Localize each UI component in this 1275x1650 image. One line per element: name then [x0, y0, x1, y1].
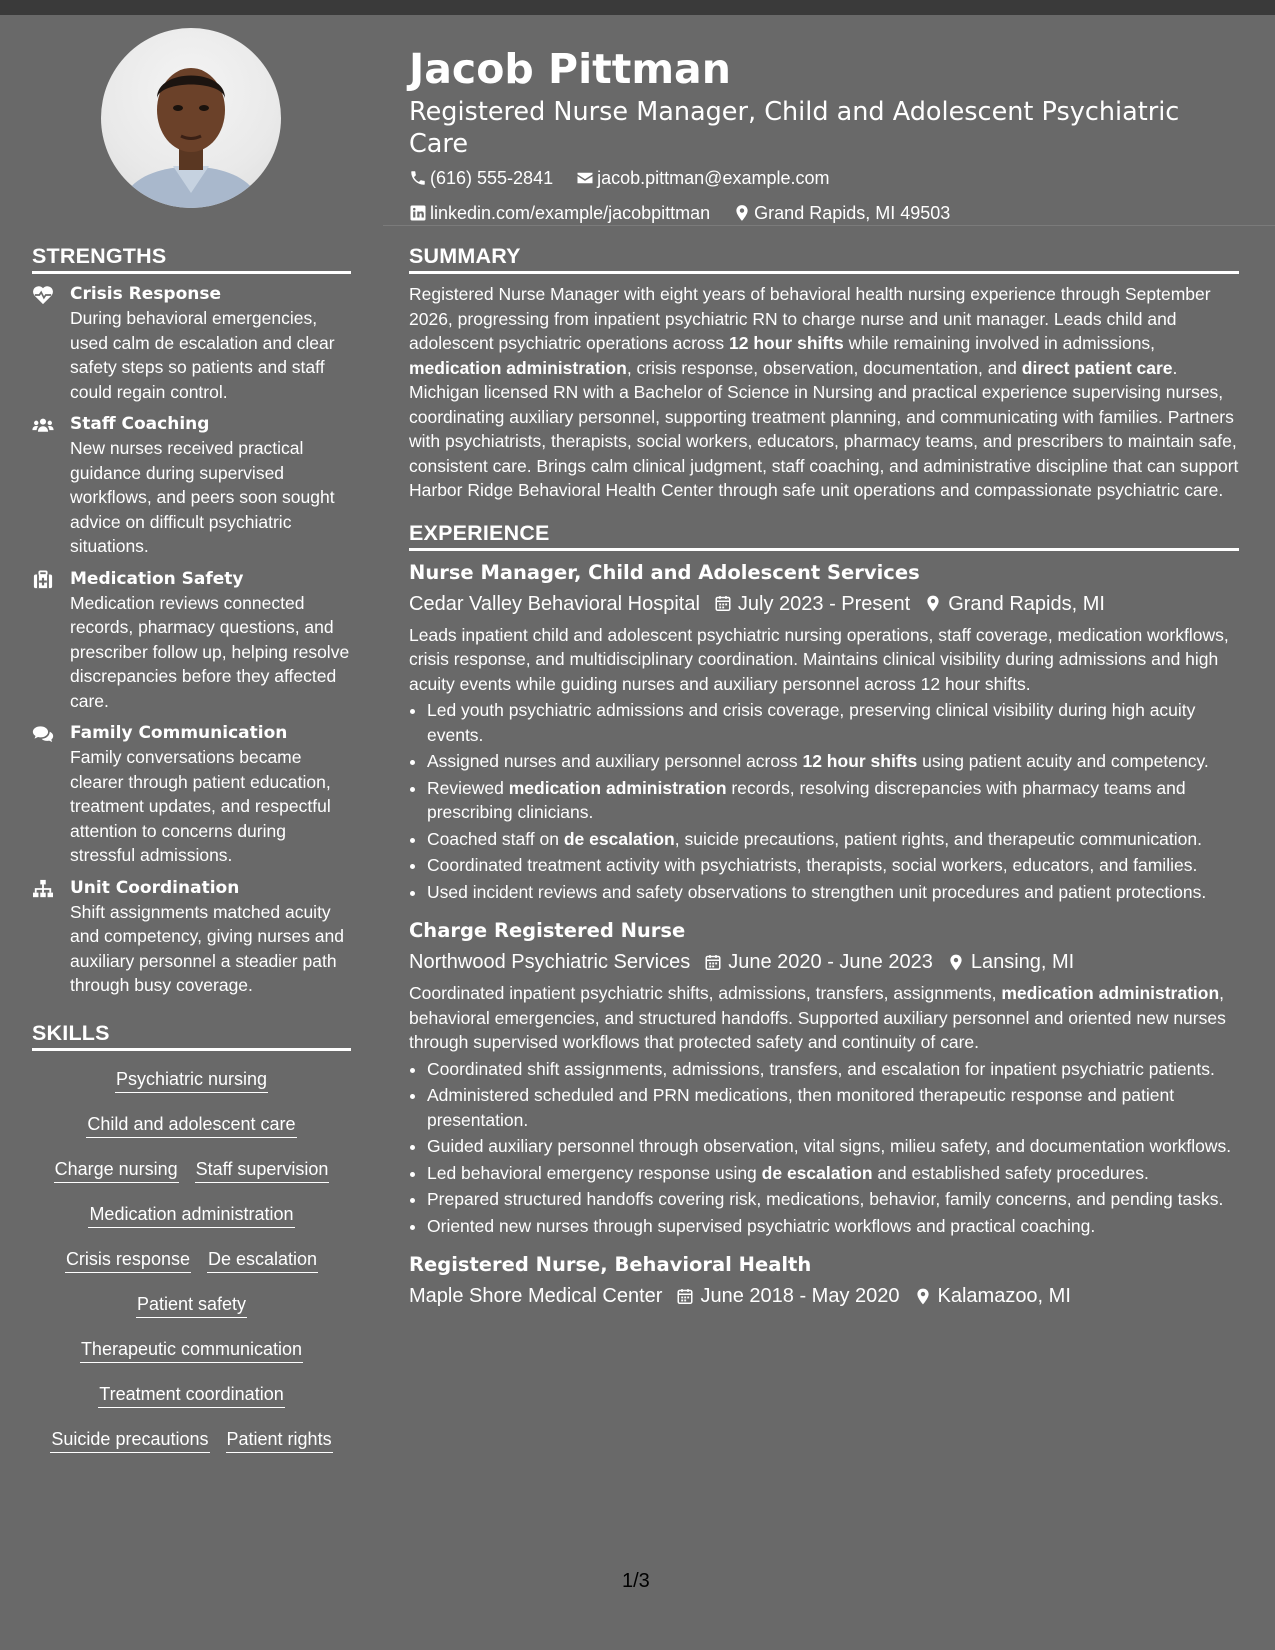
header [409, 44, 1239, 232]
bullet-item [427, 1187, 1239, 1212]
profile-photo [101, 28, 281, 208]
strength-text: Medication reviews connected records, pharmacy questions, and prescriber follow up, helping resolve discrepancies before they affected care. [70, 592, 350, 711]
text-run: Coached staff on [427, 828, 564, 849]
skills-heading: SKILLS [32, 1020, 351, 1051]
linkedin-text: linkedin.com/example/jacobpittman [430, 203, 711, 223]
medkit-icon [32, 568, 70, 714]
role-meta [409, 947, 1239, 977]
strengths-list [32, 283, 351, 998]
skill-row [32, 1104, 351, 1149]
strength-text: Family conversations became clearer through patient education, treatment updates, and respectful attention to concerns during stressful admissions. [70, 747, 331, 865]
summary-text [409, 282, 1239, 503]
text-run: . Michigan licensed RN with a Bachelor of Science in Nursing and practical experience supervising nurses, coordinating auxiliary personnel, supporting treatment planning, and communicating with families. Partners with psychiatrists, therapists, social workers, educators, pharmacy teams, and prescribers to maintain safe, consistent care. Brings calm clinical judgment, staff coaching, and administrative discipline that can support Harbor Ridge Behavioral Health Center through safe unit operations and compassionate psychiatric care. [409, 357, 1239, 500]
experience-role [409, 1252, 1239, 1311]
strength-text: During behavioral emergencies, used calm de escalation and clear safety steps so patients and staff could regain control. [70, 308, 335, 402]
role-location: Lansing, MI [970, 951, 1075, 973]
text-run: Led youth psychiatric admissions and crisis coverage, preserving clinical visibility during high acuity events. [427, 700, 1196, 745]
role-location: Grand Rapids, MI [948, 592, 1105, 615]
strength-title: Crisis Response [70, 284, 222, 304]
strength-title: Medication Safety [70, 568, 244, 589]
sidebar [32, 243, 351, 1464]
strength-title: Staff Coaching [70, 414, 210, 434]
role-bullets [409, 698, 1239, 904]
map-marker-icon [947, 953, 965, 972]
skill-tag: Patient rights [226, 1428, 333, 1453]
skill-row [32, 1059, 351, 1104]
emphasis-text: 12 hour shifts [729, 333, 844, 353]
skill-row [32, 1149, 351, 1194]
linkedin-icon [409, 204, 427, 222]
role-title: Registered Nurse, Behavioral Health [409, 1253, 812, 1276]
email[interactable] [576, 162, 829, 194]
text-run: Registered Nurse Manager with eight years of behavioral health nursing experience through September 2026, progressing from inpatient psychiatric RN to charge nurse and unit manager. Leads child and adolescent psychiatric operations across [409, 284, 1211, 353]
bullet-item [427, 1214, 1239, 1239]
bullet-item [427, 1134, 1239, 1159]
emphasis-text: medication administration [1001, 983, 1220, 1003]
skill-tag: Staff supervision [195, 1158, 330, 1183]
page-number: 1/3 [622, 1570, 650, 1592]
bullet-item [427, 698, 1239, 747]
strength-item [32, 877, 351, 998]
text-run: using patient acuity and competency. [917, 751, 1209, 771]
role-dates: July 2023 - Present [737, 592, 911, 615]
map-marker-icon [914, 1287, 932, 1306]
bullet-item [427, 827, 1239, 852]
bullet-item [427, 749, 1239, 774]
text-run: Led behavioral emergency response using [427, 1162, 762, 1183]
contact-line-1 [409, 162, 1239, 197]
emphasis-text: 12 hour shifts [802, 751, 918, 771]
skill-tag: Patient safety [136, 1293, 247, 1318]
text-run: Oriented new nurses through supervised psychiatric workflows and practical coaching. [427, 1215, 1096, 1236]
candidate-name: Jacob Pittman [409, 45, 731, 93]
skill-row [32, 1419, 351, 1464]
bullet-item [427, 1057, 1239, 1082]
email-text: jacob.pittman@example.com [597, 168, 830, 188]
skill-tag: Treatment coordination [98, 1383, 284, 1408]
strength-title: Family Communication [70, 723, 288, 743]
phone-text: (616) 555-2841 [430, 168, 554, 188]
bullet-item [427, 776, 1239, 825]
skill-tag: Child and adolescent care [86, 1113, 296, 1138]
strength-item [32, 413, 351, 559]
emphasis-text: de escalation [563, 828, 675, 849]
strength-text: Shift assignments matched acuity and competency, giving nurses and auxiliary personnel a steadier path through busy coverage. [70, 901, 345, 995]
emphasis-text: de escalation [761, 1162, 873, 1183]
summary-heading: SUMMARY [409, 243, 1239, 274]
employer: Cedar Valley Behavioral Hospital [409, 592, 700, 615]
role-dates: June 2020 - June 2023 [728, 951, 933, 973]
skill-tag: Medication administration [88, 1203, 294, 1228]
role-dates: June 2018 - May 2020 [700, 1285, 900, 1307]
role-meta [409, 1281, 1239, 1311]
role-bullets [409, 1057, 1239, 1239]
sitemap-icon [32, 877, 70, 998]
skill-row [32, 1329, 351, 1374]
text-run: , behavioral emergencies, and structured handoffs. Supported auxiliary personnel and oriented new nurses through supervised workflows that protected safety and continuity of care. [409, 983, 1226, 1052]
map-marker-icon [733, 204, 751, 222]
experience-role [409, 560, 1239, 905]
top-bar [0, 0, 1275, 15]
bullet-item [427, 853, 1239, 878]
skill-tag: Charge nursing [54, 1158, 179, 1183]
skill-row [32, 1239, 351, 1284]
text-run: Prepared structured handoffs covering risk, medications, behavior, family concerns, and pending tasks. [427, 1189, 1224, 1209]
text-run: while remaining involved in admissions, [843, 333, 1156, 353]
bullet-item [427, 1161, 1239, 1186]
candidate-title: Registered Nurse Manager, Child and Adolescent Psychiatric Care [409, 97, 1180, 159]
skill-row [32, 1284, 351, 1329]
role-title: Charge Registered Nurse [409, 919, 686, 942]
strength-item [32, 283, 351, 404]
experience-list [409, 560, 1239, 1312]
text-run: Coordinated shift assignments, admissions, transfers, and escalation for inpatient psychiatric patients. [427, 1058, 1215, 1079]
text-run: Assigned nurses and auxiliary personnel across [427, 751, 803, 771]
employer: Maple Shore Medical Center [409, 1285, 663, 1307]
strength-text: New nurses received practical guidance during supervised workflows, and peers soon sought advice on difficult psychiatric situations. [70, 438, 335, 556]
map-marker-icon [924, 594, 942, 613]
experience-role [409, 918, 1239, 1238]
text-run: Coordinated treatment activity with psychiatrists, therapists, social workers, educators, and families. [427, 855, 1198, 875]
text-run: Used incident reviews and safety observations to strengthen unit procedures and patient protections. [427, 881, 1207, 902]
location-text: Grand Rapids, MI 49503 [754, 203, 951, 223]
phone-icon [409, 169, 427, 187]
text-run: Coordinated inpatient psychiatric shifts, admissions, transfers, assignments, [409, 983, 1002, 1003]
text-run: Leads inpatient child and adolescent psychiatric nursing operations, staff coverage, medication workflows, crisis response, and multidisciplinary coordination. Maintains clinical visibility during admissions and high acuity events while guiding nurses and auxiliary personnel across 12 hour shifts. [409, 624, 1229, 694]
emphasis-text: medication administration [409, 357, 627, 378]
employer: Northwood Psychiatric Services [409, 951, 691, 973]
strength-item [32, 568, 351, 714]
skill-tag: De escalation [207, 1248, 318, 1273]
experience-heading: EXPERIENCE [409, 520, 1239, 551]
text-run: , crisis response, observation, documentation, and [626, 357, 1022, 378]
skills-list [32, 1059, 351, 1464]
emphasis-text: direct patient care [1021, 357, 1173, 378]
role-description [409, 981, 1239, 1055]
strength-title: Unit Coordination [70, 877, 240, 898]
bullet-item [427, 880, 1239, 905]
text-run: Administered scheduled and PRN medications, then monitored therapeutic response and patient presentation. [427, 1085, 1175, 1130]
skill-row [32, 1194, 351, 1239]
role-title: Nurse Manager, Child and Adolescent Services [409, 560, 920, 584]
emphasis-text: medication administration [508, 777, 727, 798]
calendar-icon [676, 1287, 694, 1306]
strengths-heading: STRENGTHS [32, 243, 351, 274]
skill-tag: Crisis response [65, 1248, 191, 1273]
text-run: Guided auxiliary personnel through observation, vital signs, milieu safety, and documentation workflows. [427, 1136, 1232, 1156]
contact-line-2 [409, 197, 1239, 232]
skill-row [32, 1374, 351, 1419]
skill-tag: Psychiatric nursing [115, 1068, 268, 1093]
calendar-icon [704, 953, 722, 972]
role-description [409, 623, 1239, 697]
text-run: Reviewed [427, 777, 509, 798]
text-run: , suicide precautions, patient rights, and therapeutic communication. [674, 828, 1202, 849]
skill-tag: Suicide precautions [50, 1428, 209, 1453]
role-meta [409, 589, 1239, 619]
role-location: Kalamazoo, MI [937, 1285, 1071, 1307]
heartbeat-icon [32, 283, 70, 404]
users-icon [32, 413, 70, 559]
calendar-icon [714, 594, 732, 613]
header-divider [383, 225, 1275, 226]
strength-item [32, 722, 351, 868]
text-run: and established safety procedures. [872, 1162, 1149, 1183]
comments-icon [32, 722, 70, 868]
phone[interactable] [409, 162, 553, 194]
text-run: records, resolving discrepancies with pharmacy teams and prescribing clinicians. [427, 777, 1186, 822]
skill-tag: Therapeutic communication [80, 1338, 303, 1363]
bullet-item [427, 1083, 1239, 1132]
main-content [409, 243, 1239, 1311]
envelope-icon [576, 169, 594, 187]
